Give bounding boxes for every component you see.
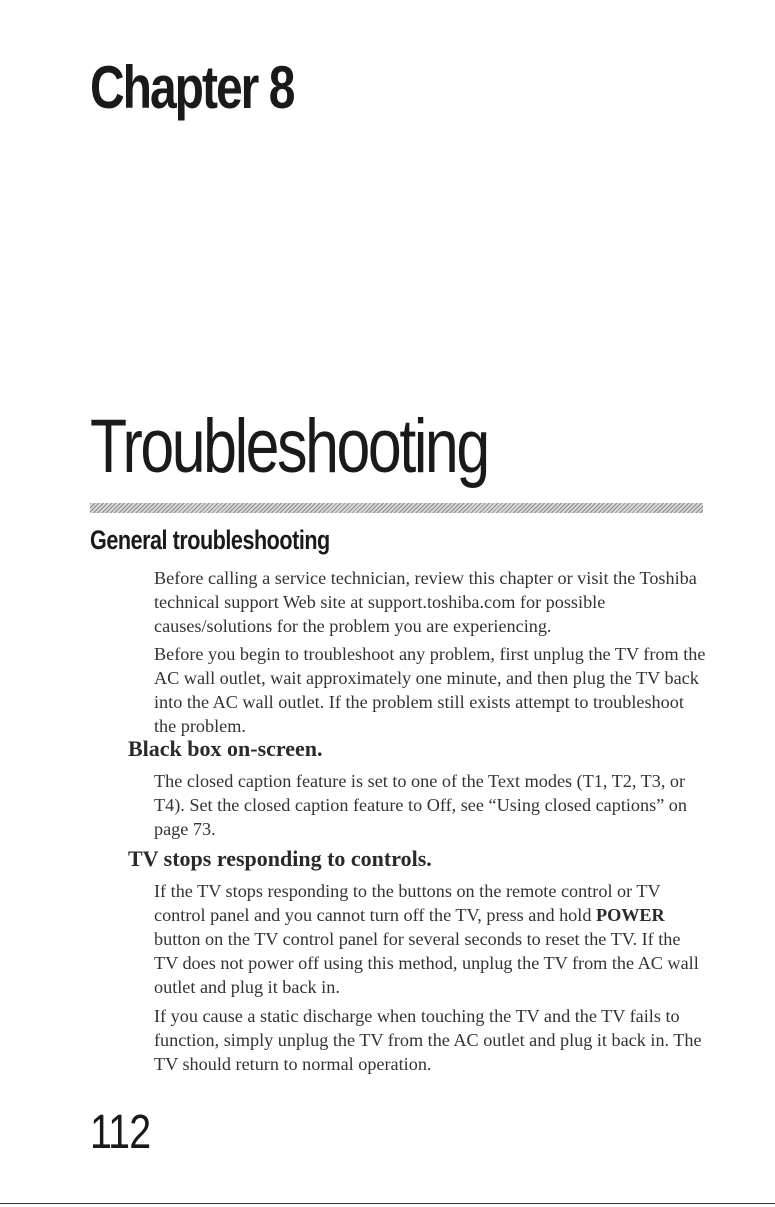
tv-stops-text-start: If the TV stops responding to the buttons on the remote control or TV control panel and you cannot turn off the TV, press and hold [154, 881, 661, 925]
chapter-title: Troubleshooting [90, 404, 488, 489]
page-bottom-rule [0, 1203, 775, 1204]
power-button-label: POWER [595, 905, 665, 925]
chapter-label: Chapter 8 [90, 54, 294, 121]
problem-heading-black-box: Black box on-screen. [128, 736, 323, 761]
section-divider [90, 503, 703, 513]
problem-text-tv-stops [154, 879, 706, 999]
tv-stops-text-end: button on the TV control panel for several seconds to reset the TV. If the TV does not power off using this method, unplug the TV from the AC wall outlet and plug it back in. [154, 929, 699, 997]
intro-paragraph-1: Before calling a service technician, review this chapter or visit the Toshiba technical support Web site at support.toshiba.com for possible causes/solutions for the problem you are experiencing. [154, 568, 697, 636]
section-heading: General troubleshooting [90, 525, 330, 555]
page-number: 112 [90, 1106, 151, 1159]
intro-paragraph-2: Before you begin to troubleshoot any problem, first unplug the TV from the AC wall outlet, wait approximately one minute, and then plug the TV back into the AC wall outlet. If the problem still exists attempt to troubleshoot the problem. [154, 644, 706, 736]
problem-heading-tv-stops: TV stops responding to controls. [128, 846, 432, 871]
problem-text-black-box: The closed caption feature is set to one of the Text modes (T1, T2, T3, or T4). Set the closed caption feature to Off, see “Using closed captions” on page 73. [154, 771, 687, 839]
problem-text-static-discharge: If you cause a static discharge when touching the TV and the TV fails to function, simply unplug the TV from the AC outlet and plug it back in. The TV should return to normal operation. [154, 1006, 702, 1074]
